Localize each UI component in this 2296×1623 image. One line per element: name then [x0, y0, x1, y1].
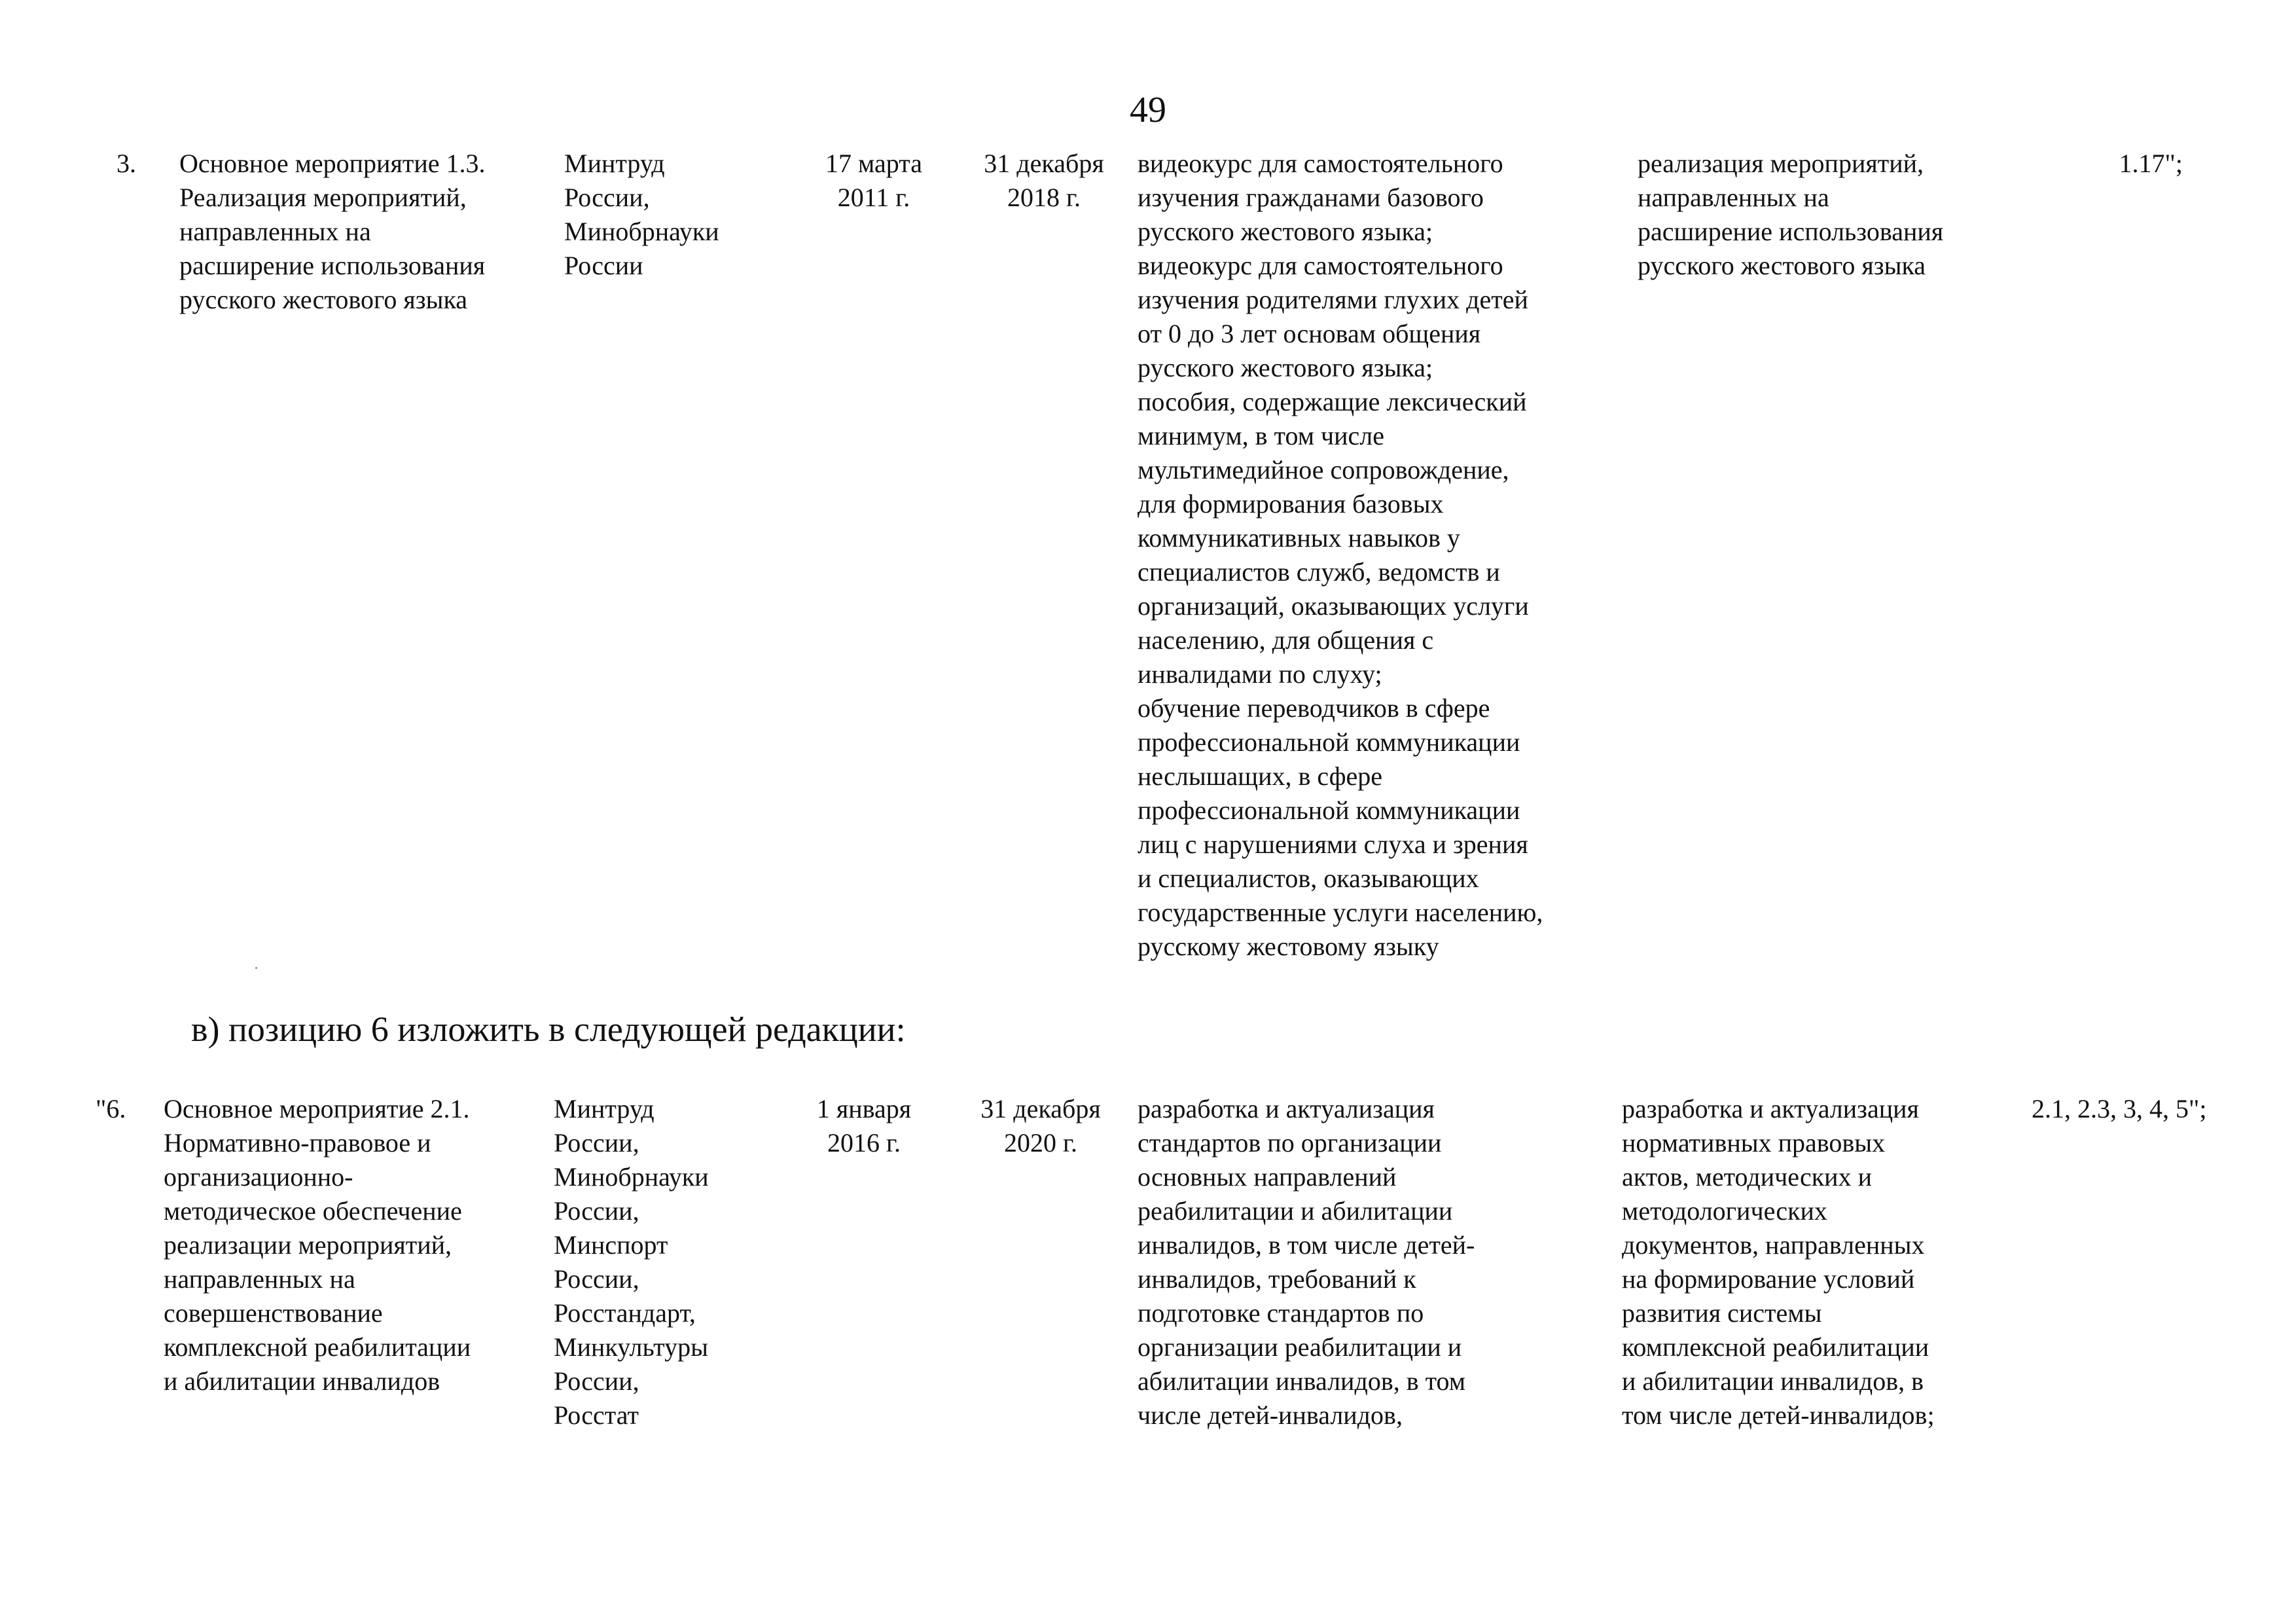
expected-results: видеокурс для самостоятельного изучения гражданами базового русского жестового языка; видеокурс для самостоятельного изучения родителями глухих детей от 0 до 3 лет основам общения русского жестового языка; пособия, содержащие лексический минимум, в том числе мультимедийное сопровождение, для формирования базовых коммуникативных навыков у специалистов служб, ведомств и организаций, оказывающих услуги населению, для общения с инвалидами по слуху; обучение переводчиков в сфере профессиональной коммуникации неслышащих, в сфере профессиональной коммуникации лиц с нарушениями слуха и зрения и специалистов, оказывающих государственные услуги населению, русскому жестовому языку: [1138, 149, 1543, 961]
development-directions: реализация мероприятий, направленных на расширение использования русского жестового языка: [1638, 149, 1944, 280]
page-number: 49: [1130, 90, 1166, 130]
instruction-text: в) позицию 6 изложить в следующей редакции:: [191, 1010, 906, 1049]
start-date: 1 января 2016 г.: [816, 1094, 912, 1158]
expected-results: разработка и актуализация стандартов по организации основных направлений реабилитации и абилитации инвалидов, в том числе детей- инвалидов, требований к подготовке стандартов по организации реабилитации и абилитации инвалидов, в том числе детей-инвалидов,: [1138, 1094, 1475, 1430]
end-date: 31 декабря 2020 г.: [980, 1094, 1101, 1158]
end-date: 31 декабря 2018 г.: [984, 149, 1104, 212]
indicators: 2.1, 2.3, 3, 4, 5";: [2032, 1094, 2207, 1123]
row-number: "6.: [96, 1094, 126, 1123]
scan-speck: [255, 967, 257, 969]
measure-title: Основное мероприятие 2.1. Нормативно-правовое и организационно- методическое обеспечение реализации мероприятий, направленных на совершенствование комплексной реабилитации и абилитации инвалидов: [164, 1094, 471, 1396]
indicators: 1.17";: [2119, 149, 2183, 178]
row-number: 3.: [117, 149, 136, 178]
development-directions: разработка и актуализация нормативных правовых актов, методических и методологических документов, направленных на формирование условий развития системы комплексной реабилитации и абилитации инвалидов, в том числе детей-инвалидов;: [1622, 1094, 1935, 1430]
executors: Минтруд России, Минобрнауки России: [564, 149, 719, 280]
measure-title: Основное мероприятие 1.3. Реализация мероприятий, направленных на расширение использования русского жестового языка: [179, 149, 486, 314]
start-date: 17 марта 2011 г.: [825, 149, 922, 212]
executors: Минтруд России, Минобрнауки России, Минспорт России, Росстандарт, Минкультуры России, Росстат: [554, 1094, 709, 1430]
